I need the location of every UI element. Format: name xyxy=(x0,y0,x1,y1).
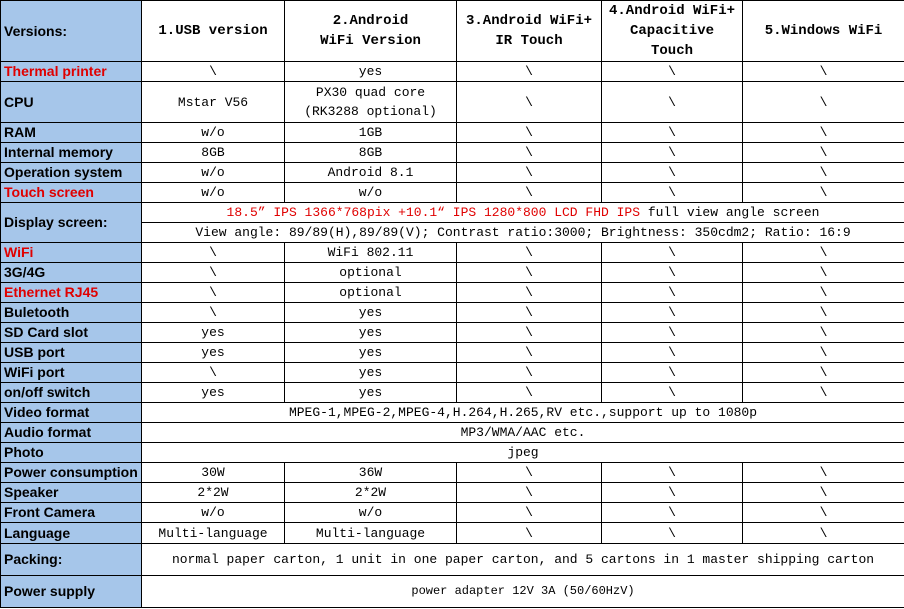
table-cell: \ xyxy=(142,283,285,303)
table-cell: \ xyxy=(457,483,602,503)
table-cell: \ xyxy=(602,183,743,203)
table-cell: Android 8.1 xyxy=(285,163,457,183)
version-2-header: 2.Android WiFi Version xyxy=(285,1,457,62)
version-5-header: 5.Windows WiFi xyxy=(743,1,904,62)
version-3-header: 3.Android WiFi+ IR Touch xyxy=(457,1,602,62)
row-label: Front Camera xyxy=(1,503,142,523)
table-row xyxy=(1,423,904,443)
row-label: Audio format xyxy=(1,423,142,443)
table-cell: \ xyxy=(457,243,602,263)
table-cell: \ xyxy=(602,363,743,383)
row-label: Internal memory xyxy=(1,143,142,163)
table-cell: w/o xyxy=(285,503,457,523)
table-row xyxy=(1,303,904,323)
table-cell: yes xyxy=(142,343,285,363)
table-cell: \ xyxy=(602,143,743,163)
table-cell: \ xyxy=(602,303,743,323)
table-cell: \ xyxy=(142,62,285,82)
table-cell: 8GB xyxy=(285,143,457,163)
row-label: Operation system xyxy=(1,163,142,183)
versions-label: Versions: xyxy=(1,1,142,62)
table-cell: \ xyxy=(457,363,602,383)
table-cell: yes xyxy=(285,303,457,323)
table-row xyxy=(1,443,904,463)
table-row xyxy=(1,483,904,503)
table-cell: \ xyxy=(602,163,743,183)
row-label: USB port xyxy=(1,343,142,363)
row-label: Photo xyxy=(1,443,142,463)
row-label: CPU xyxy=(1,82,142,123)
table-cell: \ xyxy=(743,363,904,383)
row-label: Display screen: xyxy=(1,203,142,243)
version-4-header: 4.Android WiFi+ Capacitive Touch xyxy=(602,1,743,62)
row-label: WiFi xyxy=(1,243,142,263)
table-cell: \ xyxy=(743,463,904,483)
table-cell: \ xyxy=(743,343,904,363)
table-cell: \ xyxy=(743,263,904,283)
table-cell: WiFi 802.11 xyxy=(285,243,457,263)
table-cell: \ xyxy=(457,263,602,283)
table-cell: \ xyxy=(457,163,602,183)
table-cell: \ xyxy=(457,463,602,483)
row-label: Ethernet RJ45 xyxy=(1,283,142,303)
table-row xyxy=(1,62,904,82)
table-cell: power adapter 12V 3A (50/60HzV) xyxy=(142,576,904,608)
table-cell: \ xyxy=(602,283,743,303)
table-cell: w/o xyxy=(142,183,285,203)
table-cell: yes xyxy=(285,343,457,363)
version-1-header: 1.USB version xyxy=(142,1,285,62)
table-row xyxy=(1,163,904,183)
table-cell: \ xyxy=(602,263,743,283)
table-cell: \ xyxy=(602,463,743,483)
table-row xyxy=(1,343,904,363)
display-screen-line-2: View angle: 89/89(H),89/89(V); Contrast ratio:3000; Brightness: 350cdm2; Ratio: 16:9 xyxy=(142,223,904,243)
row-label: WiFi port xyxy=(1,363,142,383)
table-row xyxy=(1,576,904,608)
table-cell: \ xyxy=(743,82,904,123)
row-label: on/off switch xyxy=(1,383,142,403)
table-cell: \ xyxy=(602,503,743,523)
table-row xyxy=(1,523,904,544)
table-cell: \ xyxy=(457,323,602,343)
table-cell: Mstar V56 xyxy=(142,82,285,123)
table-cell: \ xyxy=(602,82,743,123)
table-cell: \ xyxy=(743,243,904,263)
row-label: Power consumption xyxy=(1,463,142,483)
table-cell: w/o xyxy=(142,123,285,143)
table-cell: yes xyxy=(285,323,457,343)
table-cell: 8GB xyxy=(142,143,285,163)
table-cell: \ xyxy=(743,143,904,163)
table-cell: \ xyxy=(743,383,904,403)
display-screen-spec-black: full view angle screen xyxy=(640,205,820,220)
row-label: Language xyxy=(1,523,142,544)
table-cell: \ xyxy=(457,283,602,303)
table-row xyxy=(1,183,904,203)
table-cell: normal paper carton, 1 unit in one paper carton, and 5 cartons in 1 master shipping carton xyxy=(142,544,904,576)
table-cell: \ xyxy=(743,503,904,523)
table-cell: \ xyxy=(602,523,743,544)
table-row xyxy=(1,263,904,283)
table-cell: 30W xyxy=(142,463,285,483)
table-cell: \ xyxy=(142,363,285,383)
table-cell: \ xyxy=(142,243,285,263)
table-cell: \ xyxy=(457,143,602,163)
row-label: Packing: xyxy=(1,544,142,576)
table-cell: PX30 quad core (RK3288 optional) xyxy=(285,82,457,123)
table-cell: yes xyxy=(142,323,285,343)
header-row xyxy=(1,1,904,62)
table-cell: \ xyxy=(142,263,285,283)
row-label: Thermal printer xyxy=(1,62,142,82)
table-cell: \ xyxy=(602,343,743,363)
table-cell: MP3/WMA/AAC etc. xyxy=(142,423,904,443)
table-cell: yes xyxy=(285,62,457,82)
table-row xyxy=(1,383,904,403)
table-cell: \ xyxy=(457,383,602,403)
table-cell: \ xyxy=(457,523,602,544)
table-cell: Multi-language xyxy=(285,523,457,544)
table-cell: optional xyxy=(285,283,457,303)
table-row xyxy=(1,544,904,576)
table-cell: \ xyxy=(457,503,602,523)
table-row xyxy=(1,323,904,343)
display-screen-line-1 xyxy=(142,203,904,223)
table-cell: \ xyxy=(602,123,743,143)
table-cell: \ xyxy=(602,483,743,503)
table-cell: 2*2W xyxy=(285,483,457,503)
table-cell: \ xyxy=(743,323,904,343)
table-cell: \ xyxy=(457,303,602,323)
table-row xyxy=(1,503,904,523)
table-cell: \ xyxy=(743,183,904,203)
table-cell: \ xyxy=(602,243,743,263)
table-cell: \ xyxy=(457,343,602,363)
row-label: SD Card slot xyxy=(1,323,142,343)
table-cell: \ xyxy=(457,123,602,143)
table-row xyxy=(1,403,904,423)
table-cell: yes xyxy=(142,383,285,403)
table-cell: \ xyxy=(602,323,743,343)
table-cell: jpeg xyxy=(142,443,904,463)
table-cell: \ xyxy=(743,483,904,503)
table-cell: MPEG-1,MPEG-2,MPEG-4,H.264,H.265,RV etc.,support up to 1080p xyxy=(142,403,904,423)
table-cell: \ xyxy=(142,303,285,323)
table-cell: \ xyxy=(457,82,602,123)
row-label: Power supply xyxy=(1,576,142,608)
table-cell: yes xyxy=(285,383,457,403)
table-cell: 2*2W xyxy=(142,483,285,503)
table-cell: Multi-language xyxy=(142,523,285,544)
table-row xyxy=(1,463,904,483)
display-screen-spec-red: 18.5” IPS 1366*768pix +10.1“ IPS 1280*800 LCD FHD IPS xyxy=(226,205,641,220)
table-row xyxy=(1,283,904,303)
row-label: RAM xyxy=(1,123,142,143)
table-cell: w/o xyxy=(142,163,285,183)
table-cell: optional xyxy=(285,263,457,283)
table-cell: \ xyxy=(743,523,904,544)
table-cell: \ xyxy=(743,123,904,143)
table-cell: \ xyxy=(743,303,904,323)
table-cell: \ xyxy=(602,62,743,82)
table-row xyxy=(1,243,904,263)
table-row xyxy=(1,82,904,123)
table-row xyxy=(1,123,904,143)
table-cell: \ xyxy=(743,62,904,82)
row-label: 3G/4G xyxy=(1,263,142,283)
table-row xyxy=(1,203,904,223)
table-row xyxy=(1,363,904,383)
table-cell: \ xyxy=(457,62,602,82)
table-cell: w/o xyxy=(285,183,457,203)
row-label: Speaker xyxy=(1,483,142,503)
row-label: Video format xyxy=(1,403,142,423)
table-cell: 1GB xyxy=(285,123,457,143)
table-cell: 36W xyxy=(285,463,457,483)
table-cell: \ xyxy=(743,163,904,183)
table-cell: \ xyxy=(457,183,602,203)
table-cell: \ xyxy=(743,283,904,303)
row-label: Touch screen xyxy=(1,183,142,203)
table-cell: \ xyxy=(602,383,743,403)
row-label: Buletooth xyxy=(1,303,142,323)
table-row xyxy=(1,143,904,163)
table-cell: w/o xyxy=(142,503,285,523)
table-cell: yes xyxy=(285,363,457,383)
